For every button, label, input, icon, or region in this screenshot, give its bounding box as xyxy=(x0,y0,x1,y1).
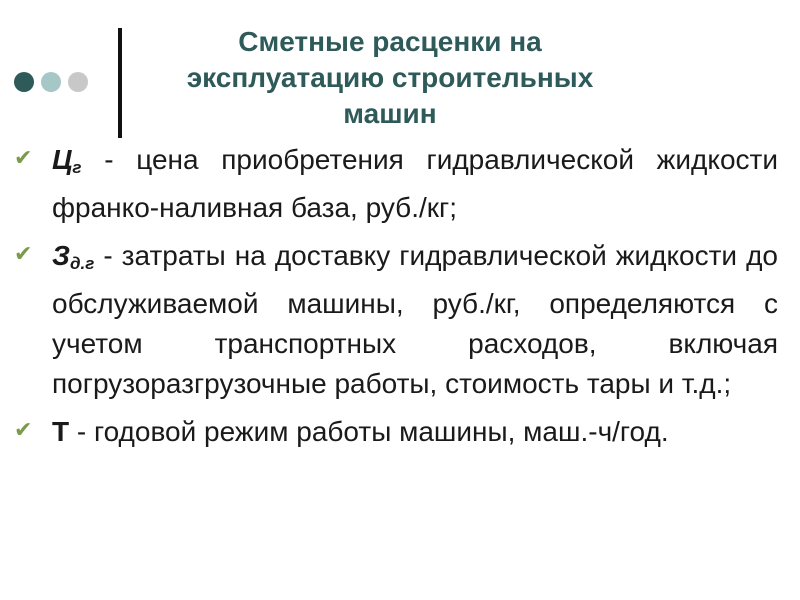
title-line-1: Сметные расценки на xyxy=(238,26,542,57)
definition-subscript: г xyxy=(72,158,82,177)
definition-text xyxy=(52,236,778,404)
dot-light xyxy=(41,72,61,92)
decorative-dots xyxy=(14,72,88,92)
definition-item xyxy=(14,140,778,228)
definition-symbol: Ц xyxy=(52,144,73,175)
title-line-2: эксплуатацию строительных xyxy=(186,62,594,93)
dot-gray xyxy=(68,72,88,92)
definition-text xyxy=(52,412,778,460)
definition-description: - цена приобретения гидравлической жидкости франко-наливная база, руб./кг; xyxy=(52,144,778,223)
definition-description: - затраты на доставку гидравлической жидкости до обслуживаемой машины, руб./кг, определяются с учетом транспортных расходов, включая погрузоразгрузочные работы, стоимость тары и т.д.; xyxy=(52,240,778,399)
title-divider-line xyxy=(118,28,122,138)
definition-subscript: д.г xyxy=(70,254,95,273)
slide-title xyxy=(150,24,630,132)
dot-dark xyxy=(14,72,34,92)
checkmark-icon: ✔ xyxy=(14,146,33,171)
definition-list xyxy=(14,140,778,468)
definition-symbol: Т xyxy=(52,416,70,447)
checkmark-icon: ✔ xyxy=(14,242,33,267)
title-line-3: машин xyxy=(343,98,437,129)
definition-text xyxy=(52,140,778,228)
checkmark-icon: ✔ xyxy=(14,418,33,443)
definition-item xyxy=(14,236,778,404)
definition-item xyxy=(14,412,778,460)
definition-description: - годовой режим работы машины, маш.-ч/год. xyxy=(69,416,669,447)
definition-symbol: З xyxy=(52,240,70,271)
